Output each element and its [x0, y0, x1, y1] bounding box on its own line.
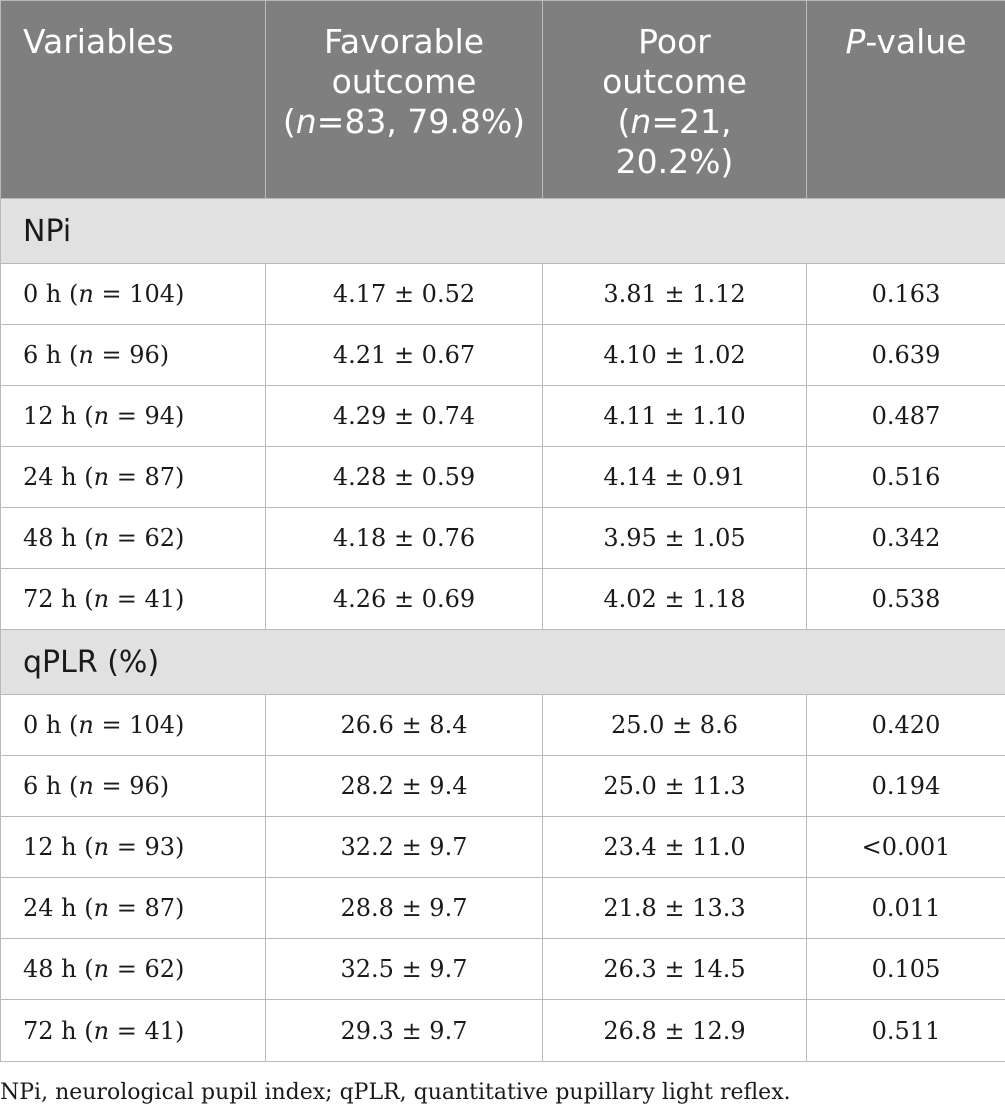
p-value: 0.516 [807, 447, 1005, 508]
table-row [1, 447, 1005, 508]
poor-value: 4.11 ± 1.10 [543, 386, 807, 447]
row-label: 12 h (n = 93) [1, 817, 266, 878]
table-row [1, 386, 1005, 447]
header-row [1, 1, 1005, 199]
p-value: 0.639 [807, 325, 1005, 386]
favorable-value: 4.29 ± 0.74 [266, 386, 543, 447]
poor-value: 4.14 ± 0.91 [543, 447, 807, 508]
poor-value: 26.3 ± 14.5 [543, 939, 807, 1000]
header-favorable-outcome [266, 1, 543, 199]
favorable-value: 32.5 ± 9.7 [266, 939, 543, 1000]
p-value: 0.194 [807, 756, 1005, 817]
row-label: 48 h (n = 62) [1, 508, 266, 569]
favorable-value: 4.28 ± 0.59 [266, 447, 543, 508]
header-favorable-line2: outcome [331, 62, 477, 101]
header-favorable-line3: (n=83, 79.8%) [282, 102, 526, 141]
table-row [1, 1000, 1005, 1062]
poor-value: 23.4 ± 11.0 [543, 817, 807, 878]
p-value: 0.011 [807, 878, 1005, 939]
favorable-value: 26.6 ± 8.4 [266, 695, 543, 756]
p-value: 0.538 [807, 569, 1005, 630]
favorable-value: 28.2 ± 9.4 [266, 756, 543, 817]
table-row [1, 939, 1005, 1000]
table-row [1, 569, 1005, 630]
row-label: 72 h (n = 41) [1, 1000, 266, 1062]
poor-value: 4.10 ± 1.02 [543, 325, 807, 386]
table-row [1, 817, 1005, 878]
table-row [1, 878, 1005, 939]
header-p-value: P-value [807, 1, 1005, 199]
p-value: 0.487 [807, 386, 1005, 447]
table-row [1, 508, 1005, 569]
favorable-value: 29.3 ± 9.7 [266, 1000, 543, 1062]
p-value: 0.163 [807, 264, 1005, 325]
table-row [1, 756, 1005, 817]
header-variables: Variables [1, 1, 266, 199]
table-row [1, 264, 1005, 325]
favorable-value: 4.18 ± 0.76 [266, 508, 543, 569]
poor-value: 25.0 ± 8.6 [543, 695, 807, 756]
row-label: 72 h (n = 41) [1, 569, 266, 630]
favorable-value: 4.26 ± 0.69 [266, 569, 543, 630]
header-poor-outcome [543, 1, 807, 199]
poor-value: 3.81 ± 1.12 [543, 264, 807, 325]
section-row [1, 199, 1005, 264]
poor-value: 26.8 ± 12.9 [543, 1000, 807, 1062]
poor-value: 3.95 ± 1.05 [543, 508, 807, 569]
poor-value: 25.0 ± 11.3 [543, 756, 807, 817]
header-poor-line3: (n=21, [617, 102, 732, 141]
row-label: 24 h (n = 87) [1, 447, 266, 508]
section-title: NPi [1, 199, 1005, 264]
row-label: 6 h (n = 96) [1, 756, 266, 817]
favorable-value: 28.8 ± 9.7 [266, 878, 543, 939]
section-row [1, 630, 1005, 695]
p-value: 0.420 [807, 695, 1005, 756]
section-title: qPLR (%) [1, 630, 1005, 695]
table-row [1, 325, 1005, 386]
poor-value: 4.02 ± 1.18 [543, 569, 807, 630]
header-poor-line4: 20.2%) [615, 142, 734, 181]
p-value: 0.511 [807, 1000, 1005, 1062]
row-label: 24 h (n = 87) [1, 878, 266, 939]
table-footnote: NPi, neurological pupil index; qPLR, quantitative pupillary light reflex. [0, 1080, 791, 1105]
header-favorable-line1: Favorable [323, 22, 485, 61]
favorable-value: 4.17 ± 0.52 [266, 264, 543, 325]
table-row [1, 695, 1005, 756]
header-poor-line1: Poor [638, 22, 711, 61]
favorable-value: 4.21 ± 0.67 [266, 325, 543, 386]
p-value: 0.105 [807, 939, 1005, 1000]
row-label: 12 h (n = 94) [1, 386, 266, 447]
p-value: <0.001 [807, 817, 1005, 878]
row-label: 48 h (n = 62) [1, 939, 266, 1000]
row-label: 0 h (n = 104) [1, 264, 266, 325]
row-label: 6 h (n = 96) [1, 325, 266, 386]
poor-value: 21.8 ± 13.3 [543, 878, 807, 939]
favorable-value: 32.2 ± 9.7 [266, 817, 543, 878]
header-poor-line2: outcome [602, 62, 747, 101]
row-label: 0 h (n = 104) [1, 695, 266, 756]
p-value: 0.342 [807, 508, 1005, 569]
